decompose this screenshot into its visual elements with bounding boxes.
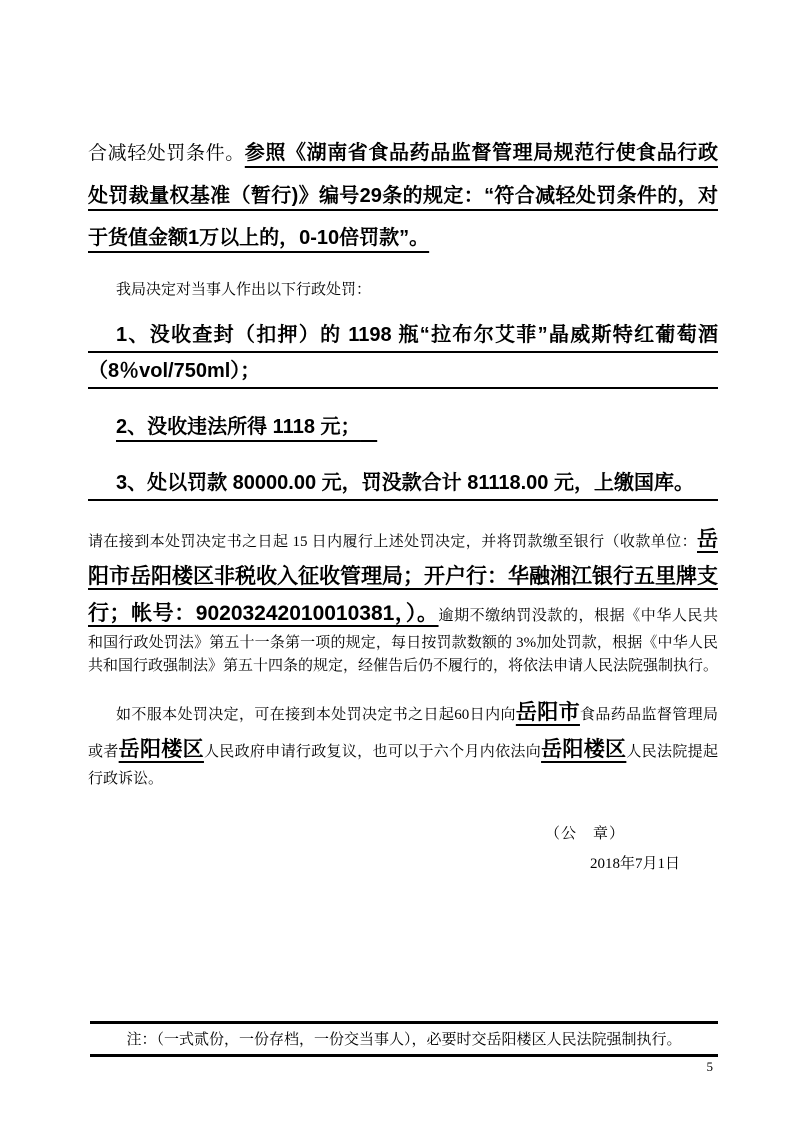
document-body [88,112,718,806]
appeal-text-1: 如不服本处罚决定，可在接到本处罚决定书之日起60日内向 [116,707,516,723]
appeal-text-2: 食品药品监督管理局或者 [88,707,718,760]
paragraph-lead-text: 合减轻处罚条件。 [88,143,245,164]
paragraph-penalty-basis [88,132,718,259]
payment-bank-details: 岳阳市岳阳楼区非税收入征收管理局；开户行：华融湘江银行五里牌支行；帐号：90203242010010381，）。 [88,528,718,625]
appeal-text-4: 人民法院提起行政诉讼。 [88,744,718,787]
appeal-authority-district: 岳阳楼区 [118,738,204,761]
page-number: 5 [706,1059,713,1074]
penalty-item-2 [88,409,718,445]
appeal-court-district: 岳阳楼区 [541,738,627,761]
penalty-item-2-underline-tail [361,416,378,438]
appeal-authority-city: 岳阳市 [515,701,580,724]
decision-date: 2018年7月1日 [589,856,680,872]
payment-overdue-text: 逾期不缴纳罚没款的，根据《中华人民共和国行政处罚法》第五十一条第一项的规定，每日按罚款数额的 3%加处罚款，根据《中华人民共和国行政强制法》第五十四条的规定，经催告后仍不履行的，将依法申请人民法院强制执行。 [88,608,719,674]
decision-intro-line: 我局决定对当事人作出以下行政处罚： [116,282,372,298]
footer-note: 注：（一式贰份，一份存档，一份交当事人），必要时交岳阳楼区人民法院强制执行。 [90,1021,718,1057]
appeal-rights-paragraph [88,694,718,791]
appeal-text-3: 人民政府申请行政复议，也可以于六个月内依法向 [203,744,542,760]
payment-instructions-paragraph [88,521,718,678]
official-seal-placeholder: （公 章） [544,826,625,842]
citation-emphasis-text: 参照《湖南省食品药品监督管理局规范行使食品行政处罚裁量权基准（暂行)》编号29条的规定：“符合减轻处罚条件的，对于货值金额1万以上的，0-10倍罚款”。 [88,142,718,249]
payment-lead-text: 请在接到本处罚决定书之日起 15 日内履行上述处罚决定，并将罚款缴至银行（收款单位： [88,534,697,550]
penalty-item-3: 3、处以罚款 80000.00 元，罚没款合计 81118.00 元，上缴国库。 [88,465,718,501]
penalty-item-1: 1、没收查封（扣押）的 1198 瓶“拉布尔艾菲”晶威斯特红葡萄酒（8％vol/750ml）； [88,317,718,389]
penalty-item-2-text: 2、没收违法所得 1118 元； [116,416,361,438]
